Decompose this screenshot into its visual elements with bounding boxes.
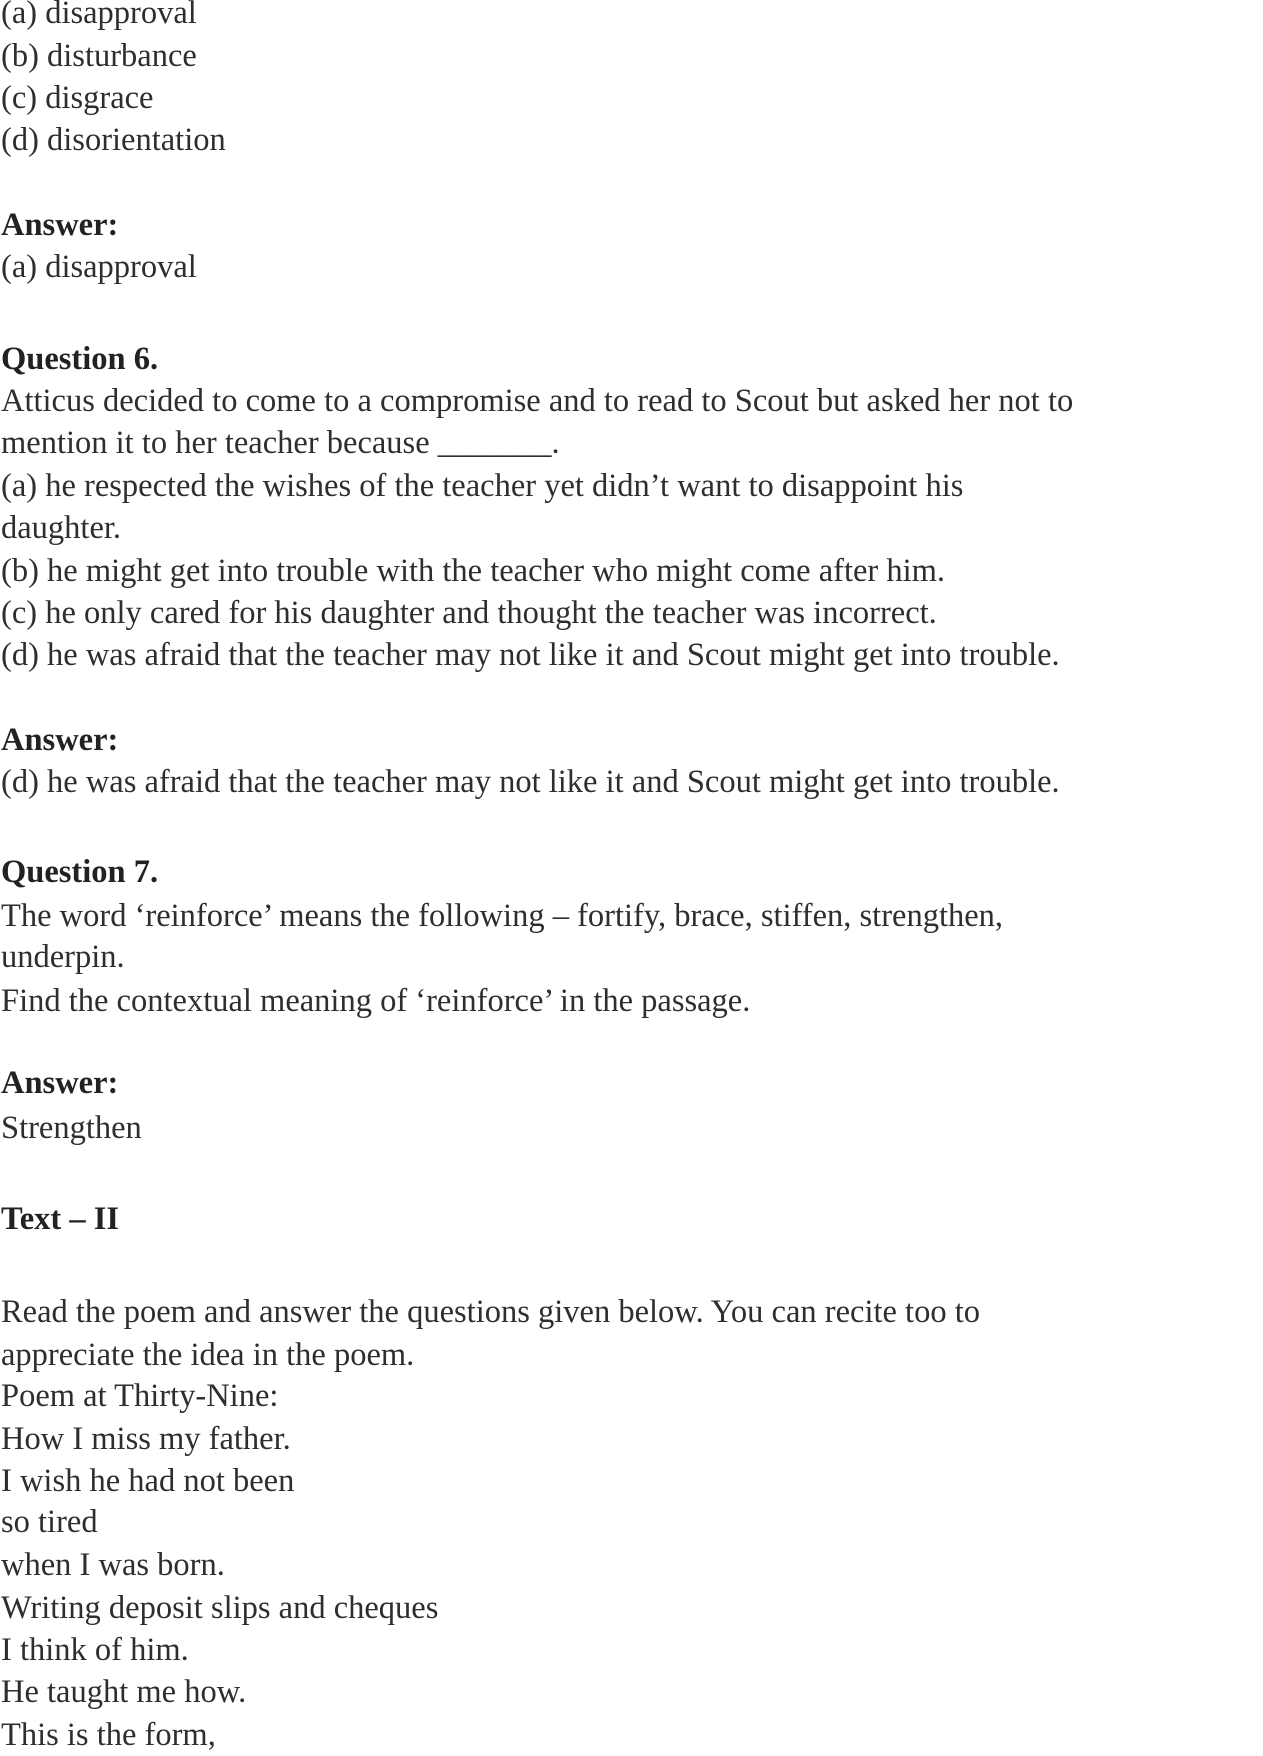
poem-line: Writing deposit slips and cheques: [1, 1590, 439, 1626]
q6-answer: (d) he was afraid that the teacher may not like it and Scout might get into trouble.: [1, 764, 1060, 800]
poem-line: How I miss my father.: [1, 1421, 291, 1457]
q5-option: (a) disapproval: [1, 0, 197, 31]
q7-answer: Strengthen: [1, 1110, 142, 1146]
poem-line: Poem at Thirty-Nine:: [1, 1378, 279, 1414]
q6-option: (a) he respected the wishes of the teacher yet didn’t want to disappoint his: [1, 468, 964, 504]
text2-intro-line: appreciate the idea in the poem.: [1, 1337, 415, 1373]
q7-stem-line: underpin.: [1, 939, 125, 975]
poem-line: He taught me how.: [1, 1674, 247, 1710]
poem-line: This is the form,: [1, 1717, 216, 1753]
poem-line: I wish he had not been: [1, 1463, 295, 1499]
poem-line: so tired: [1, 1504, 98, 1540]
q7-answer-label: Answer:: [1, 1065, 119, 1101]
text2-title: Text – II: [1, 1201, 119, 1237]
q5-answer: (a) disapproval: [1, 249, 197, 285]
text2-intro-line: Read the poem and answer the questions given below. You can recite too to: [1, 1294, 980, 1330]
q6-option: (c) he only cared for his daughter and thought the teacher was incorrect.: [1, 595, 937, 631]
q6-option: daughter.: [1, 510, 122, 546]
q7-stem-line: Find the contextual meaning of ‘reinforce’ in the passage.: [1, 983, 751, 1019]
q7-title: Question 7.: [1, 854, 159, 890]
q6-option: (b) he might get into trouble with the teacher who might come after him.: [1, 553, 946, 589]
poem-line: when I was born.: [1, 1547, 225, 1583]
q5-answer-label: Answer:: [1, 207, 119, 243]
q5-option: (c) disgrace: [1, 80, 154, 116]
q5-option: (d) disorientation: [1, 122, 226, 158]
poem-line: I think of him.: [1, 1632, 189, 1668]
q6-stem-line: mention it to her teacher because _______.: [1, 425, 560, 461]
q6-title: Question 6.: [1, 341, 159, 377]
q5-option: (b) disturbance: [1, 38, 197, 74]
q7-stem-line: The word ‘reinforce’ means the following – fortify, brace, stiffen, strengthen,: [1, 898, 1004, 934]
q6-stem-line: Atticus decided to come to a compromise and to read to Scout but asked her not to: [1, 383, 1074, 419]
q6-answer-label: Answer:: [1, 722, 119, 758]
q6-option: (d) he was afraid that the teacher may not like it and Scout might get into trouble.: [1, 637, 1060, 673]
